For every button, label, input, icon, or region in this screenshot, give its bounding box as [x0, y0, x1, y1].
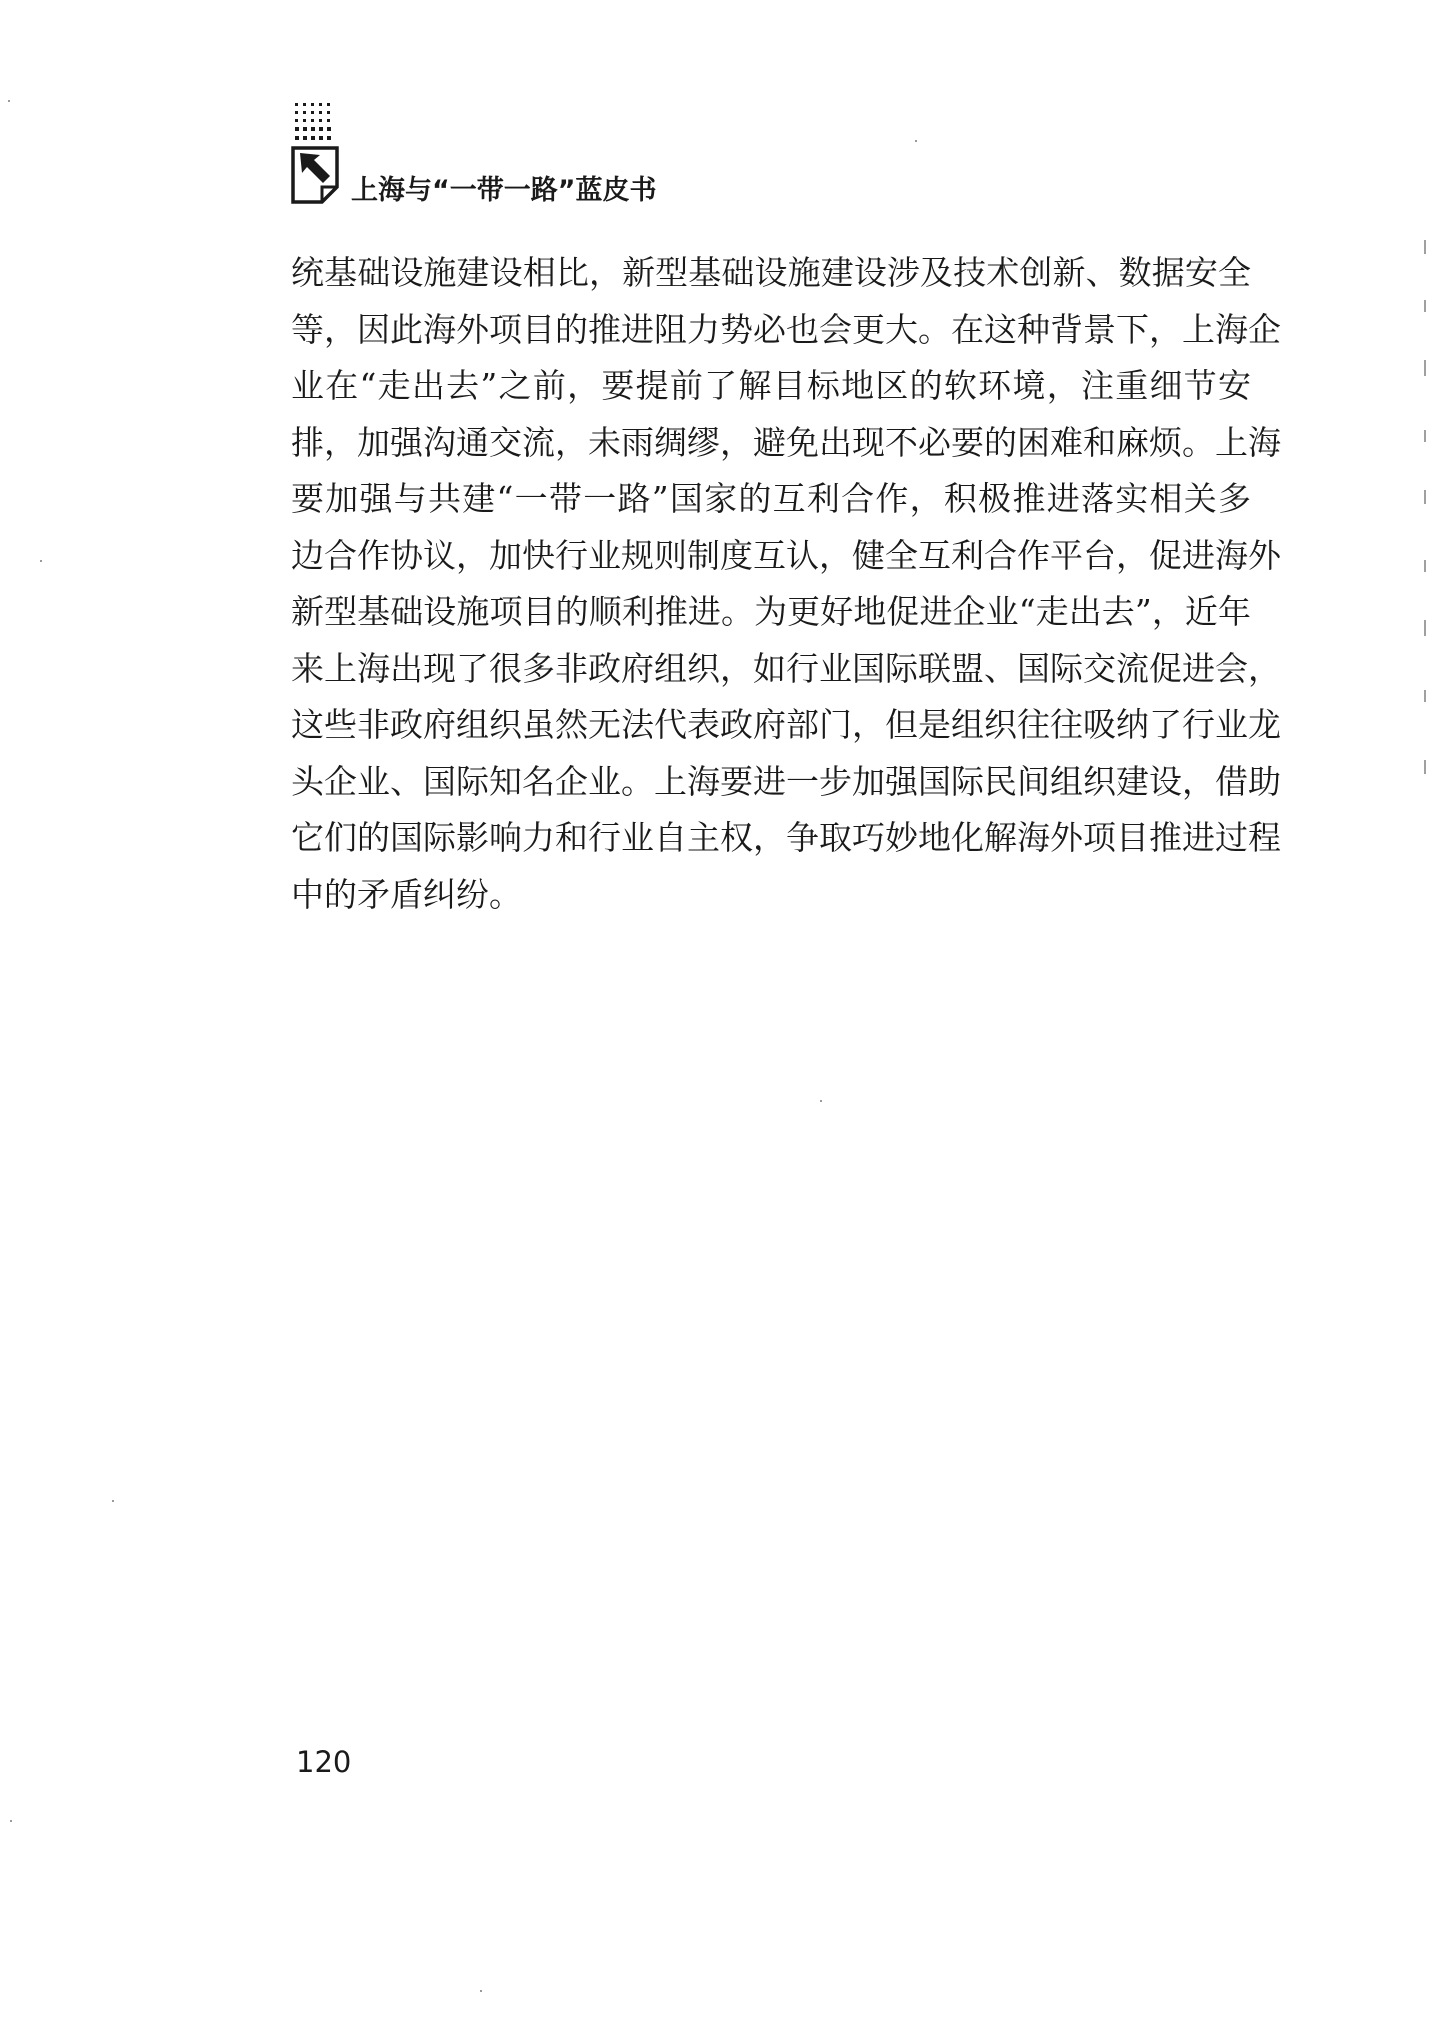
scan-speck: [10, 1820, 12, 1822]
body-line: 等，因此海外项目的推进阻力势必也会更大。在这种背景下，上海企: [291, 309, 1281, 349]
page-number: 120: [296, 1745, 352, 1779]
scan-speck: [8, 100, 10, 102]
body-line: 中的矛盾纠纷。: [291, 874, 522, 914]
body-line: 来上海出现了很多非政府组织，如行业国际联盟、国际交流促进会，: [291, 648, 1281, 688]
scan-speck: [820, 1100, 822, 1102]
scan-speck: [480, 1990, 482, 1992]
body-line: 新型基础设施项目的顺利推进。为更好地促进企业“走出去”，近年: [291, 592, 1251, 631]
scan-speck: [915, 140, 917, 142]
page-corner-icon: [290, 145, 340, 205]
body-line: 边合作协议，加快行业规则制度互认，健全互利合作平台，促进海外: [291, 535, 1281, 575]
body-line: 它们的国际影响力和行业自主权，争取巧妙地化解海外项目推进过程: [291, 818, 1281, 857]
dot-grid-ornament: [293, 101, 333, 145]
body-line: 要加强与共建“一带一路”国家的互利合作，积极推进落实相关多: [291, 479, 1251, 518]
scan-speck: [40, 560, 42, 562]
body-line: 业在“走出去”之前，要提前了解目标地区的软环境，注重细节安: [291, 366, 1251, 405]
scan-edge-marks: [1423, 240, 1427, 800]
body-paragraph: [291, 245, 1281, 923]
body-line: 统基础设施建设相比，新型基础设施建设涉及技术创新、数据安全: [291, 253, 1251, 292]
scan-speck: [112, 1500, 114, 1502]
body-line: 排，加强沟通交流，未雨绸缪，避免出现不必要的困难和麻烦。上海: [291, 422, 1281, 462]
running-title: 上海与“一带一路”蓝皮书: [351, 175, 657, 206]
body-line: 这些非政府组织虽然无法代表政府部门，但是组织往往吸纳了行业龙: [291, 705, 1281, 744]
body-line: 头企业、国际知名企业。上海要进一步加强国际民间组织建设，借助: [291, 761, 1281, 801]
